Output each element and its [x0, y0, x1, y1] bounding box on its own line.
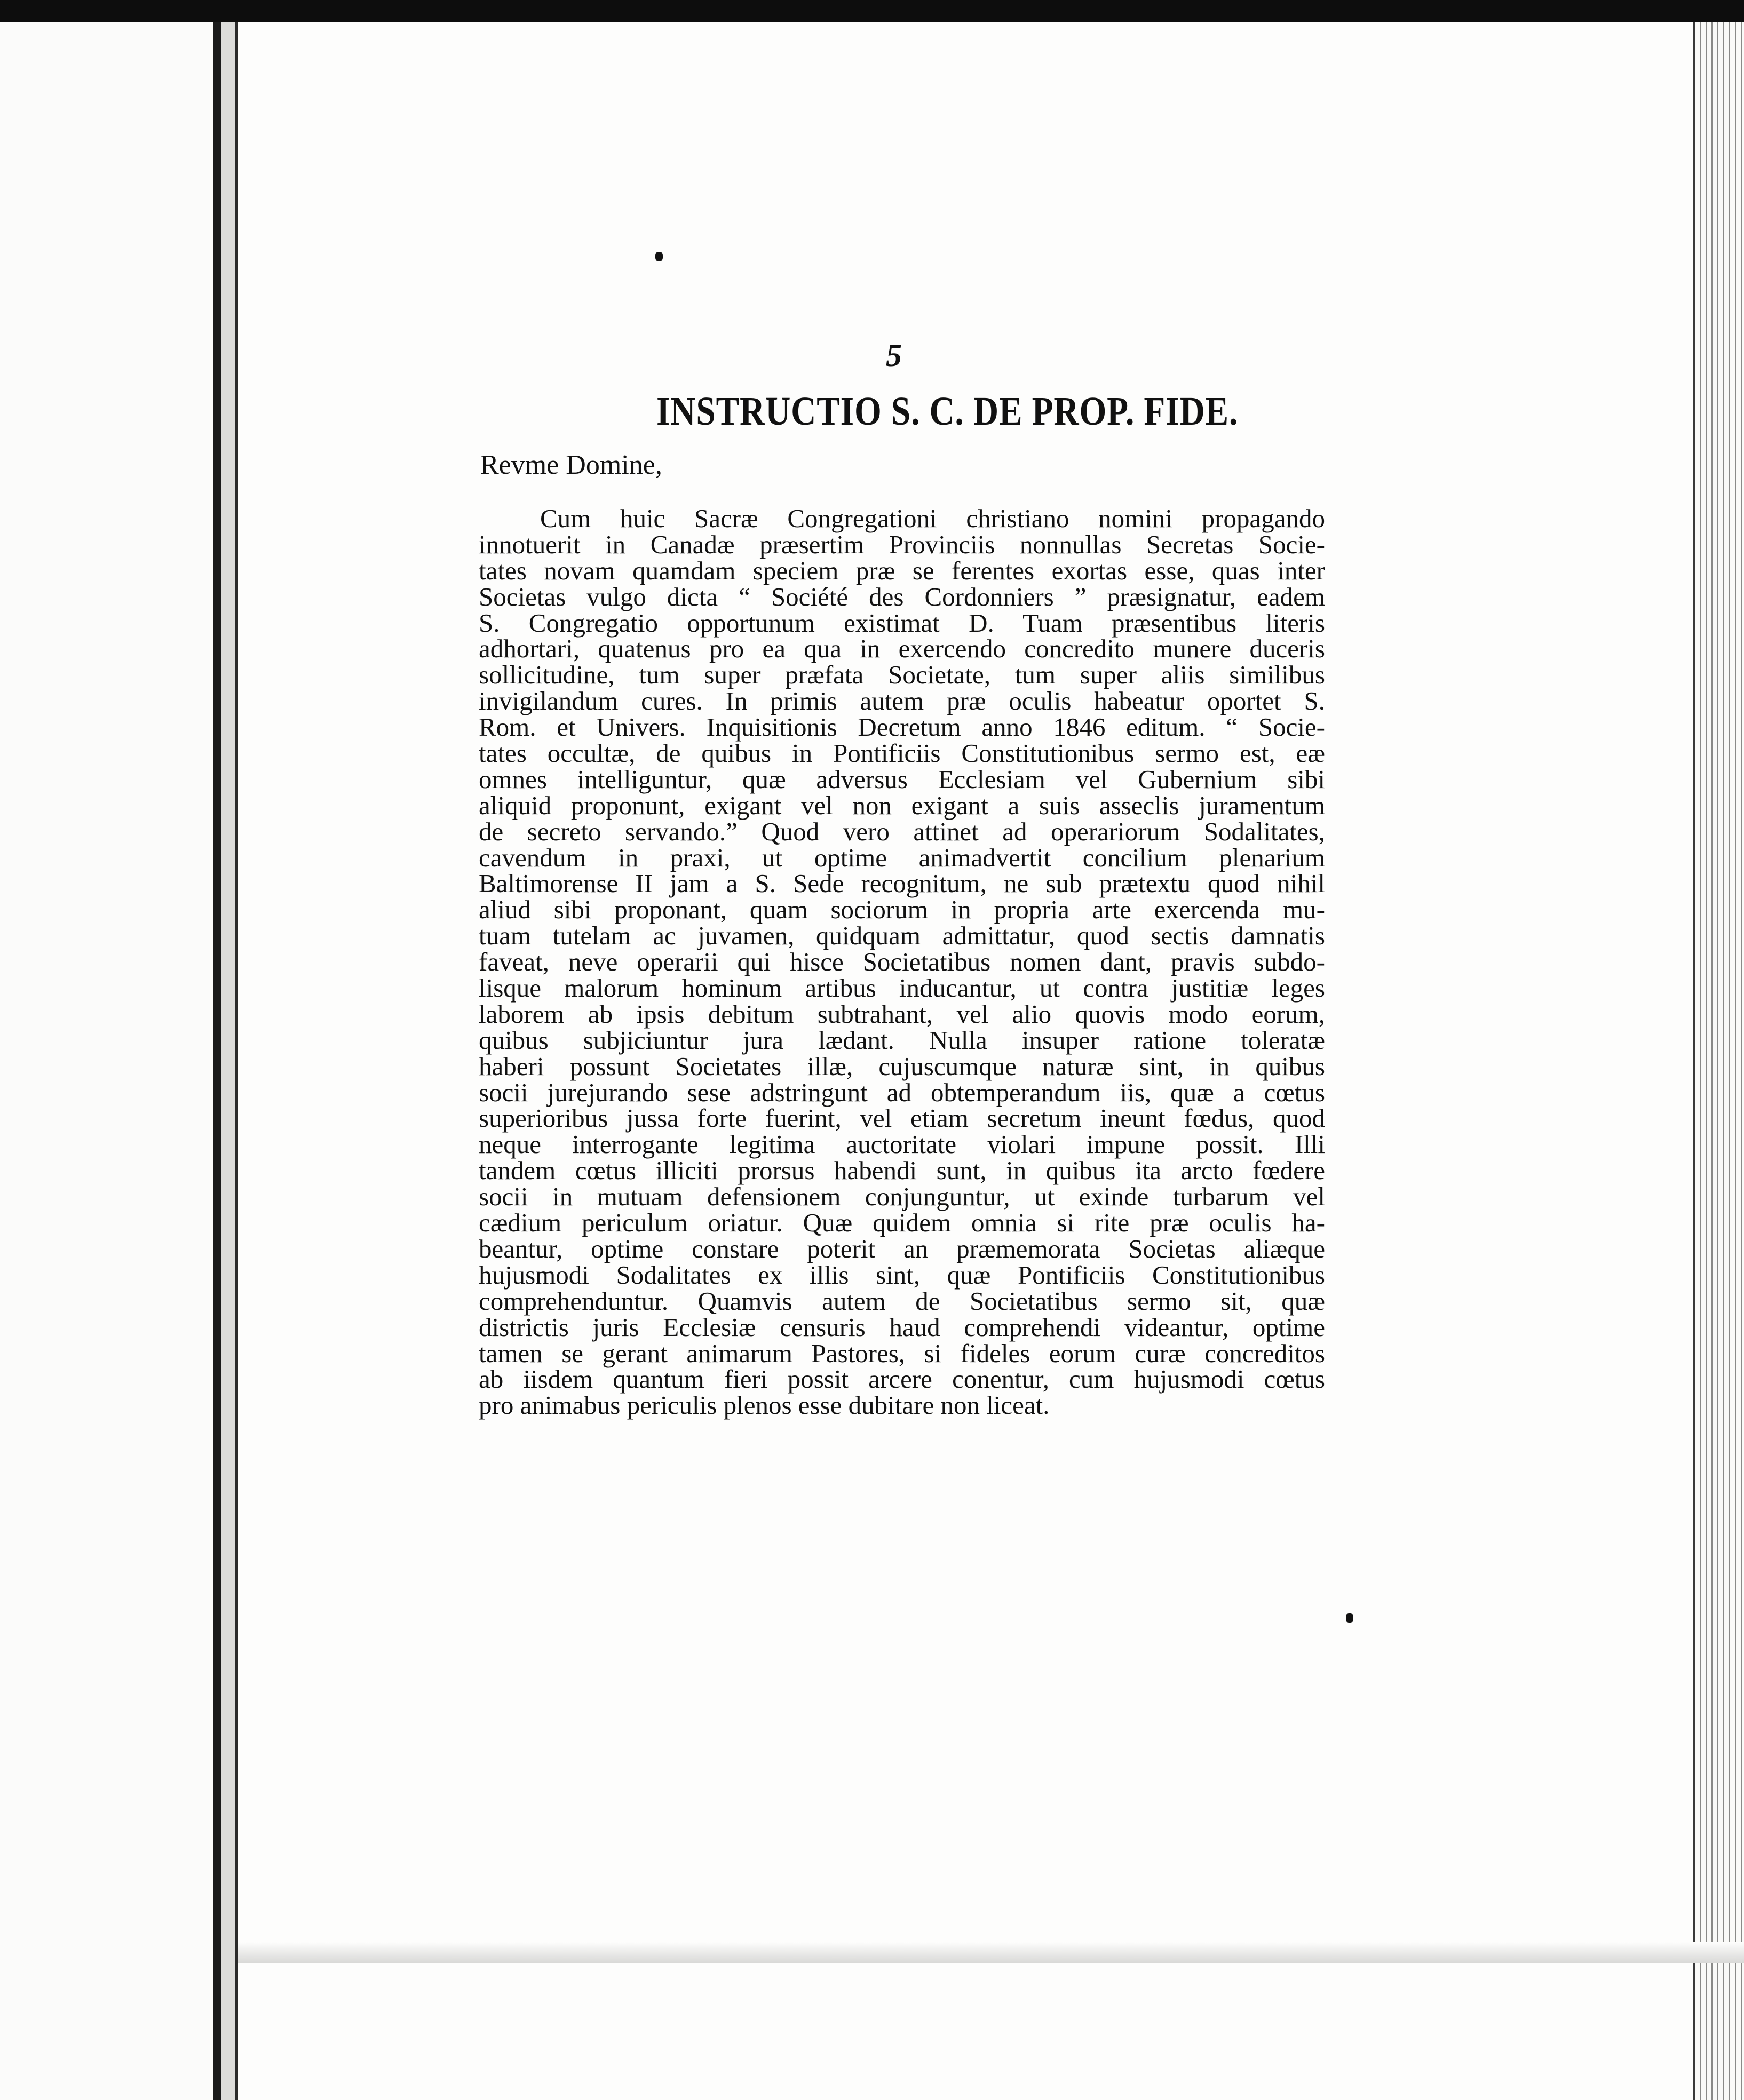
text-line: socii jurejurando sese adstringunt ad obtemperandum iis, quæ a cœtus: [479, 1077, 1325, 1107]
facing-page-edge: [213, 22, 221, 2100]
text-line: cavendum in praxi, ut optime animadvertit concilium plenarium: [479, 842, 1325, 872]
page-bottom-shadow: [238, 1942, 1744, 1963]
page-number: 5: [886, 338, 902, 373]
text-line: Rom. et Univers. Inquisitionis Decretum anno 1846 editum. “ Socie-: [479, 712, 1325, 742]
text-line: tuam tutelam ac juvamen, quidquam admittatur, quod sectis damnatis: [479, 921, 1325, 951]
text-line: Baltimorense II jam a S. Sede recognitum, ne sub prætextu quod nihil: [479, 869, 1325, 898]
text-line: Societas vulgo dicta “ Société des Cordonniers ” præsignatur, eadem: [479, 582, 1325, 611]
text-line: cædium periculum oriatur. Quæ quidem omnia si rite præ oculis ha-: [479, 1208, 1325, 1238]
text-line: socii in mutuam defensionem conjunguntur, ut exinde turbarum vel: [479, 1182, 1325, 1212]
text-line: faveat, neve operarii qui hisce Societatibus nomen dant, pravis subdo-: [479, 947, 1325, 977]
ink-speck: [1346, 1613, 1353, 1623]
text-line: hujusmodi Sodalitates ex illis sint, quæ Pontificiis Constitutionibus: [479, 1260, 1325, 1290]
text-line: tamen se gerant animarum Pastores, si fideles eorum curæ concreditos: [479, 1338, 1325, 1368]
text-line: adhortari, quatenus pro ea qua in exercendo concredito munere duceris: [479, 634, 1325, 664]
ink-speck: [655, 252, 663, 261]
text-line: innotuerit in Canadæ præsertim Provinciis nonnullas Secretas Socie-: [479, 529, 1325, 559]
text-line: tates occultæ, de quibus in Pontificiis Constitutionibus sermo est, eæ: [479, 738, 1325, 768]
text-line: pro animabus periculis plenos esse dubitare non liceat.: [479, 1390, 1050, 1420]
text-line: haberi possunt Societates illæ, cujuscumque naturæ sint, in quibus: [479, 1051, 1325, 1081]
text-line: S. Congregatio opportunum existimat D. Tuam præsentibus literis: [479, 608, 1325, 638]
text-line: tandem cœtus illiciti prorsus habendi sunt, in quibus ita arcto fœdere: [479, 1156, 1325, 1186]
document-title: INSTRUCTIO S. C. DE PROP. FIDE.: [656, 389, 1239, 434]
text-line: tates novam quamdam speciem præ se ferentes exortas esse, quas inter: [479, 555, 1325, 585]
text-line: neque interrogante legitima auctoritate violari impune possit. Illi: [479, 1129, 1325, 1159]
text-line: districtis juris Ecclesiæ censuris haud comprehendi videantur, optime: [479, 1312, 1325, 1342]
text-line: de secreto servando.” Quod vero attinet ad operariorum Sodalitates,: [479, 816, 1325, 846]
text-line: aliud sibi proponant, quam sociorum in propria arte exercenda mu-: [479, 895, 1325, 925]
salutation: Revme Domine,: [480, 450, 662, 480]
body-paragraph: [479, 506, 1325, 1419]
text-line: Cum huic Sacræ Congregationi christiano nomini propagando: [540, 504, 1325, 533]
text-line: lisque malorum hominum artibus inducantur, ut contra justitiæ leges: [479, 973, 1325, 1003]
text-line: quibus subjiciuntur jura lædant. Nulla insuper ratione toleratæ: [479, 1025, 1325, 1055]
text-line: laborem ab ipsis debitum subtrahant, vel alio quovis modo eorum,: [479, 999, 1325, 1029]
stacked-page-edges: [1695, 22, 1744, 2100]
text-line: invigilandum cures. In primis autem præ oculis habeatur oportet S.: [479, 686, 1325, 716]
text-line: ab iisdem quantum fieri possit arcere conentur, cum hujusmodi cœtus: [479, 1364, 1325, 1394]
facing-page: [0, 22, 213, 2100]
text-line: beantur, optime constare poterit an præmemorata Societas aliæque: [479, 1234, 1325, 1263]
text-line: sollicitudine, tum super præfata Societate, tum super aliis similibus: [479, 660, 1325, 690]
text-line: aliquid proponunt, exigant vel non exigant a suis asseclis juramentum: [479, 790, 1325, 820]
text-line: omnes intelliguntur, quæ adversus Ecclesiam vel Gubernium sibi: [479, 764, 1325, 794]
book-gutter: [221, 22, 235, 2100]
scan-top-edge: [0, 0, 1744, 22]
text-line: comprehenduntur. Quamvis autem de Societatibus sermo sit, quæ: [479, 1286, 1325, 1316]
text-line: superioribus jussa forte fuerint, vel etiam secretum ineunt fœdus, quod: [479, 1103, 1325, 1133]
